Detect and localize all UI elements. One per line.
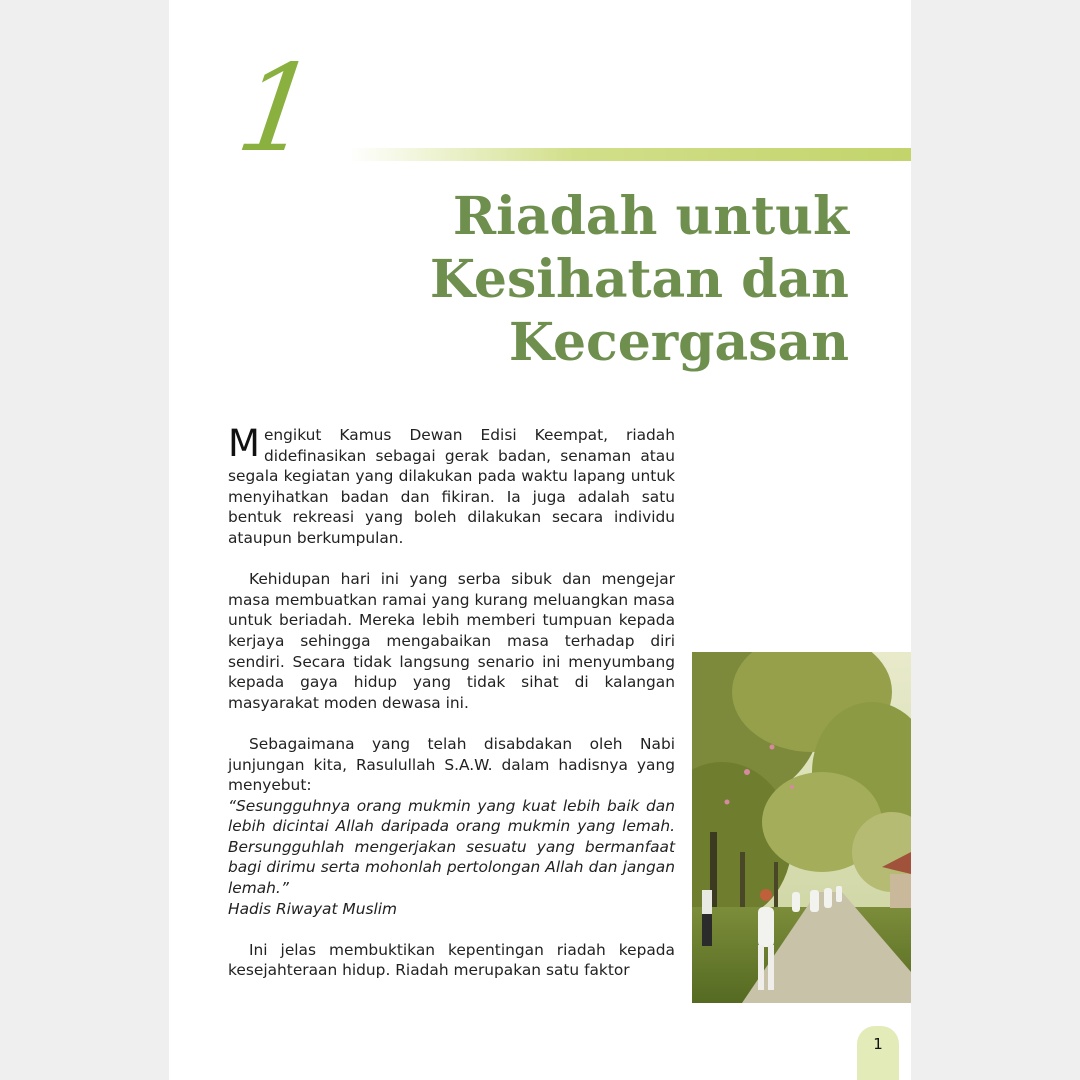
drop-cap: M (228, 422, 260, 465)
book-page (169, 0, 911, 1080)
paragraph-3: Sebagaimana yang telah disabdakan oleh Nabi junjungan kita, Rasulullah S.A.W. dalam hadisnya yang menyebut: (228, 734, 675, 795)
quote-source: Hadis Riwayat Muslim (228, 899, 398, 918)
paragraph-intro (228, 422, 675, 549)
page-number-tab (857, 1026, 899, 1080)
hadith-quote: “Sesungguhnya orang mukmin yang kuat lebih baik dan lebih dicintai Allah daripada orang mukmin yang lemah. Bersungguhlah mengerjakan sesuatu yang bermanfaat bagi dirimu serta mohonlah pertolongan Allah dan jangan lemah.” (228, 796, 675, 898)
chapter-title-line: Kecergasan (508, 312, 849, 373)
park-jogging-photo (692, 652, 911, 1003)
chapter-rule (349, 148, 911, 161)
chapter-title-line: Kesihatan dan (429, 249, 849, 310)
chapter-title-line: Riadah untuk (452, 186, 849, 247)
paragraph-4: Ini jelas membuktikan kepentingan riadah kepada kesejahteraan hidup. Riadah merupakan satu faktor (228, 940, 675, 980)
paragraph-intro-text: engikut Kamus Dewan Edisi Keempat, riadah didefinasikan sebagai gerak badan, senaman atau segala kegiatan yang dilakukan pada waktu lapang untuk menyihatkan badan dan fikiran. Ia juga adalah satu bentuk rekreasi yang boleh dilakukan secara individu ataupun berkumpulan. (228, 426, 675, 547)
page-number: 1 (873, 1035, 883, 1053)
chapter-number: 1 (229, 40, 326, 179)
body-text (228, 422, 675, 981)
paragraph-2: Kehidupan hari ini yang serba sibuk dan mengejar masa membuatkan ramai yang kurang meluangkan masa untuk beriadah. Mereka lebih memberi tumpuan kepada kerjaya sehingga mengabaikan masa terhadap diri sendiri. Secara tidak langsung senario ini menyumbang kepada gaya hidup yang tidak sihat di kalangan masyarakat moden dewasa ini. (228, 570, 675, 712)
chapter-title (249, 185, 849, 374)
